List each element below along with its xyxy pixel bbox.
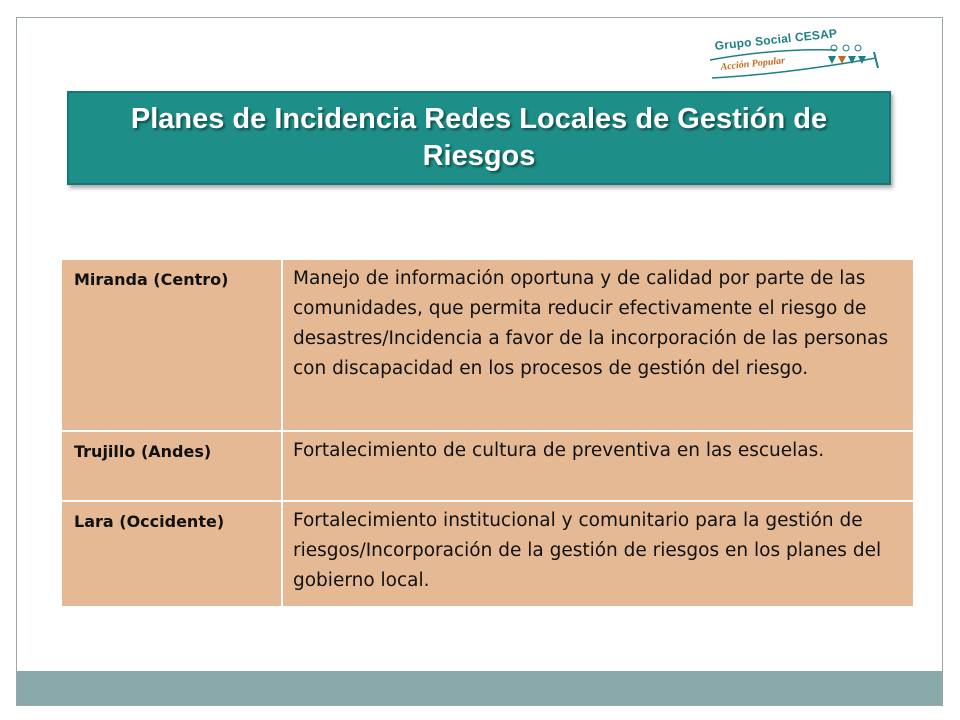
table-row xyxy=(61,259,914,431)
table-row xyxy=(61,501,914,607)
plans-table xyxy=(60,258,915,608)
region-cell: Miranda (Centro) xyxy=(61,259,282,431)
footer-bar xyxy=(17,671,942,705)
logo-tagline: Acción Popular xyxy=(720,55,786,73)
description-cell: Manejo de información oportuna y de calidad por parte de las comunidades, que permita reducir efectivamente el riesgo de desastres/Incidencia a favor de la incorporación de las personas con discapacidad en los procesos de gestión del riesgo. xyxy=(282,259,914,431)
region-cell: Lara (Occidente) xyxy=(61,501,282,607)
table-row xyxy=(61,431,914,501)
region-cell: Trujillo (Andes) xyxy=(61,431,282,501)
logo-name: Grupo Social CESAP xyxy=(714,26,838,53)
description-cell: Fortalecimiento de cultura de preventiva en las escuelas. xyxy=(282,431,914,501)
description-cell: Fortalecimiento institucional y comunitario para la gestión de riesgos/Incorporación de la gestión de riesgos en los planes del gobierno local. xyxy=(282,501,914,607)
logo xyxy=(706,26,884,88)
page-title: Planes de Incidencia Redes Locales de Gestión de Riesgos xyxy=(130,103,828,172)
title-banner xyxy=(67,91,891,185)
